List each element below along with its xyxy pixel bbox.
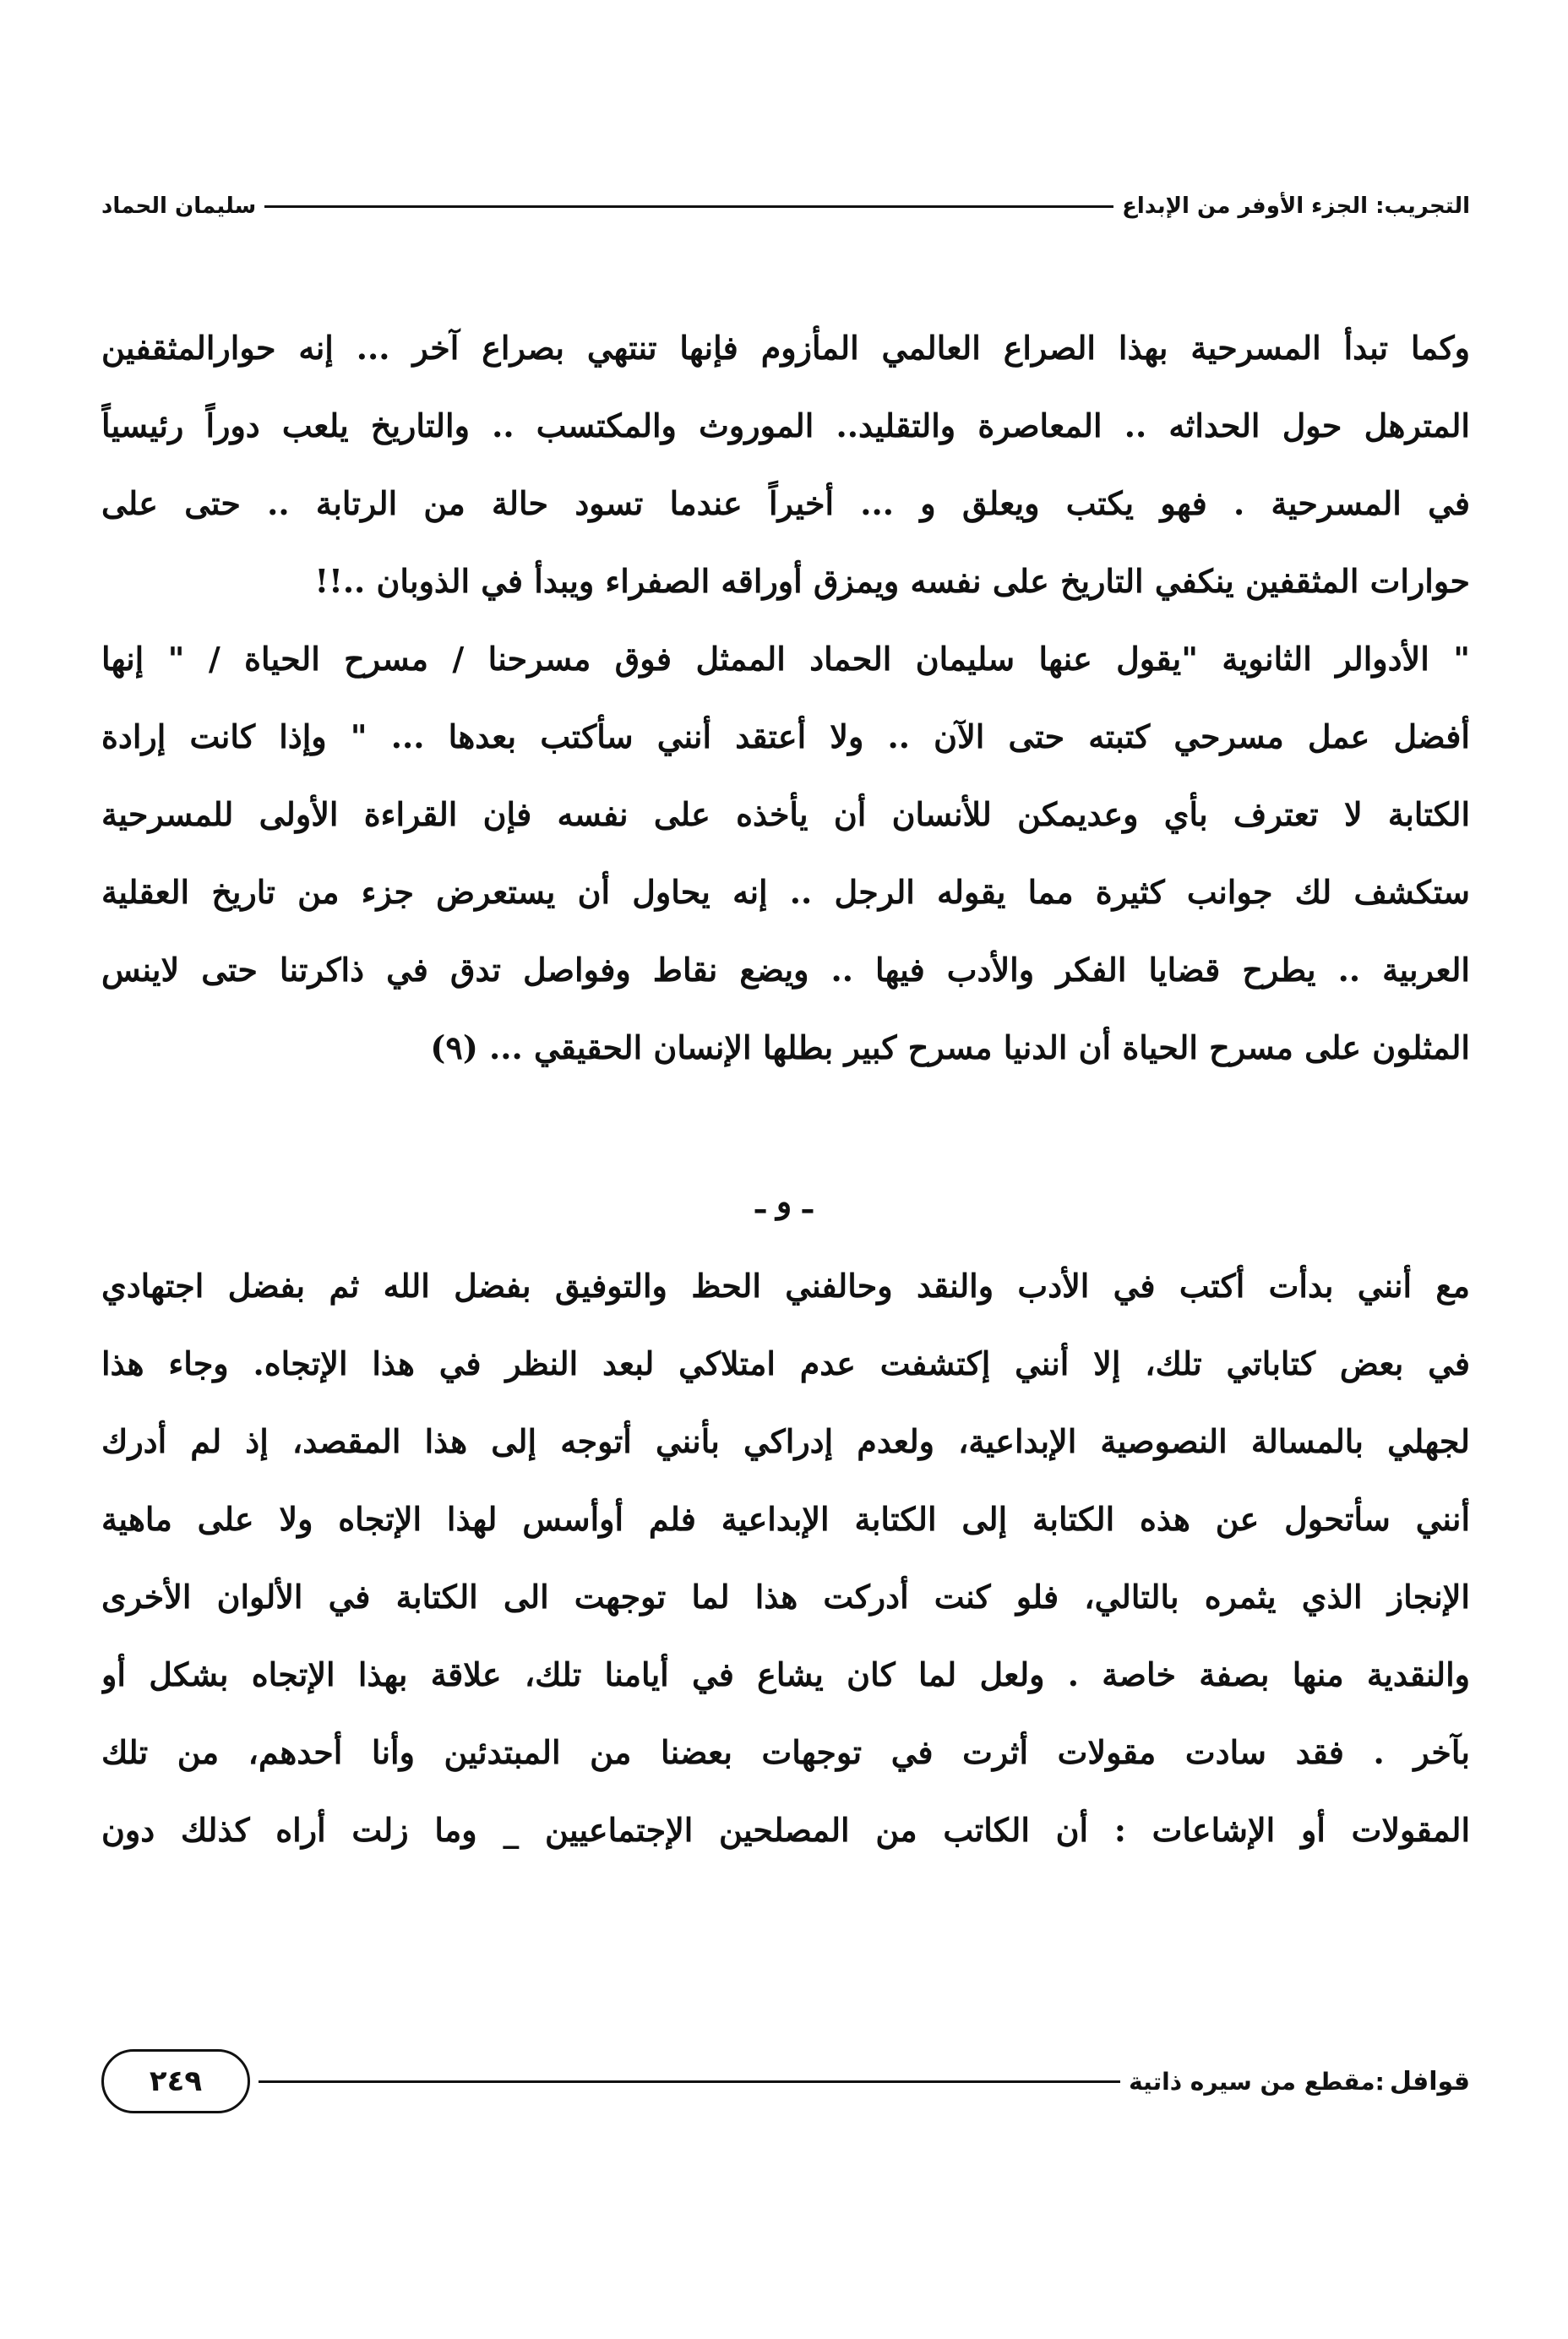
running-header <box>101 181 1470 232</box>
header-rule <box>264 205 1113 208</box>
text-line: حوارات المثقفين ينكفي التاريخ على نفسه ويمزق أوراقه الصفراء ويبدأ في الذوبان ..!! <box>314 562 1470 600</box>
header-title: التجريب: الجزء الأوفر من الإبداع <box>1122 194 1470 219</box>
text-line: ستكشف لك جوانب كثيرة مما يقوله الرجل .. إنه يحاول أن يستعرض جزء من تاريخ العقلية <box>101 873 1470 911</box>
paragraph-block-1 <box>101 309 1470 1087</box>
paragraph-block-2 <box>101 1247 1470 1869</box>
text-line: المثلون على مسرح الحياة أن الدنيا مسرح كبير بطلها الإنسان الحقيقي ... (٩) <box>430 1028 1470 1066</box>
text-line: أفضل عمل مسرحي كتبته حتى الآن .. ولا أعتقد أنني سأكتب بعدها ... " وإذا كانت إرادة <box>101 717 1470 755</box>
text-line: العربية .. يطرح قضايا الفكر والأدب فيها .. ويضع نقاط وفواصل تدق في ذاكرتنا حتى لاينس <box>101 951 1470 989</box>
text-line: أنني سأتحول عن هذه الكتابة إلى الكتابة الإبداعية فلم أوأسس لهذا الإتجاه ولا على ماهية <box>101 1500 1470 1538</box>
text-line: " الأدوالر الثانوية "يقول عنها سليمان الحماد الممثل فوق مسرحنا / مسرح الحياة / " إنها <box>101 640 1470 678</box>
text-line: وكما تبدأ المسرحية بهذا الصراع العالمي المأزوم فإنها تنتهي بصراع آخر ... إنه حوارالمثقفين <box>101 329 1470 367</box>
text-line: والنقدية منها بصفة خاصة . ولعل لما كان يشاع في أيامنا تلك، علاقة بهذا الإتجاه بشكل أو <box>101 1655 1470 1693</box>
header-author: سليمان الحماد <box>101 194 257 219</box>
text-line: في بعض كتاباتي تلك، إلا أنني إكتشفت عدم امتلاكي لبعد النظر في هذا الإتجاه. وجاء هذا <box>101 1344 1470 1382</box>
footer-rule <box>259 2080 1120 2083</box>
text-line: المترهل حول الحداثه .. المعاصرة والتقليد.. الموروث والمكتسب .. والتاريخ يلعب دوراً رئيسياً <box>101 406 1470 444</box>
text-line: الإنجاز الذي يثمره بالتالي، فلو كنت أدركت هذا لما توجهت الى الكتابة في الألوان الأخرى <box>101 1578 1470 1616</box>
text-line: الكتابة لا تعترف بأي وعديمكن للأنسان أن يأخذه على نفسه فإن القراءة الأولى للمسرحية <box>101 795 1470 833</box>
text-line: بآخر . فقد سادت مقولات أثرت في توجهات بعضنا من المبتدئين وأنا أحدهم، من تلك <box>101 1733 1470 1771</box>
text-line: في المسرحية . فهو يكتب ويعلق و ... أخيراً عندما تسود حالة من الرتابة .. حتى على <box>101 484 1470 522</box>
page-number: ٢٤٩ <box>101 2049 250 2113</box>
text-line: لجهلي بالمسالة النصوصية الإبداعية، ولعدم إدراكي بأنني أتوجه إلى هذا المقصد، إذ لم أدرك <box>101 1422 1470 1460</box>
footer-label: قوافل <box>1389 2066 1470 2096</box>
text-line: مع أنني بدأت أكتب في الأدب والنقد وحالفني الحظ والتوفيق بفضل الله ثم بفضل اجتهادي <box>101 1267 1470 1305</box>
section-marker: ـ و ـ <box>755 1182 813 1220</box>
text-line: المقولات أو الإشاعات : أن الكاتب من المصلحين الإجتماعيين _ وما زلت أراه كذلك دون <box>101 1811 1470 1849</box>
footer-subtitle: :مقطع من سيره ذاتية <box>1129 2067 1385 2096</box>
running-footer <box>101 2043 1470 2119</box>
